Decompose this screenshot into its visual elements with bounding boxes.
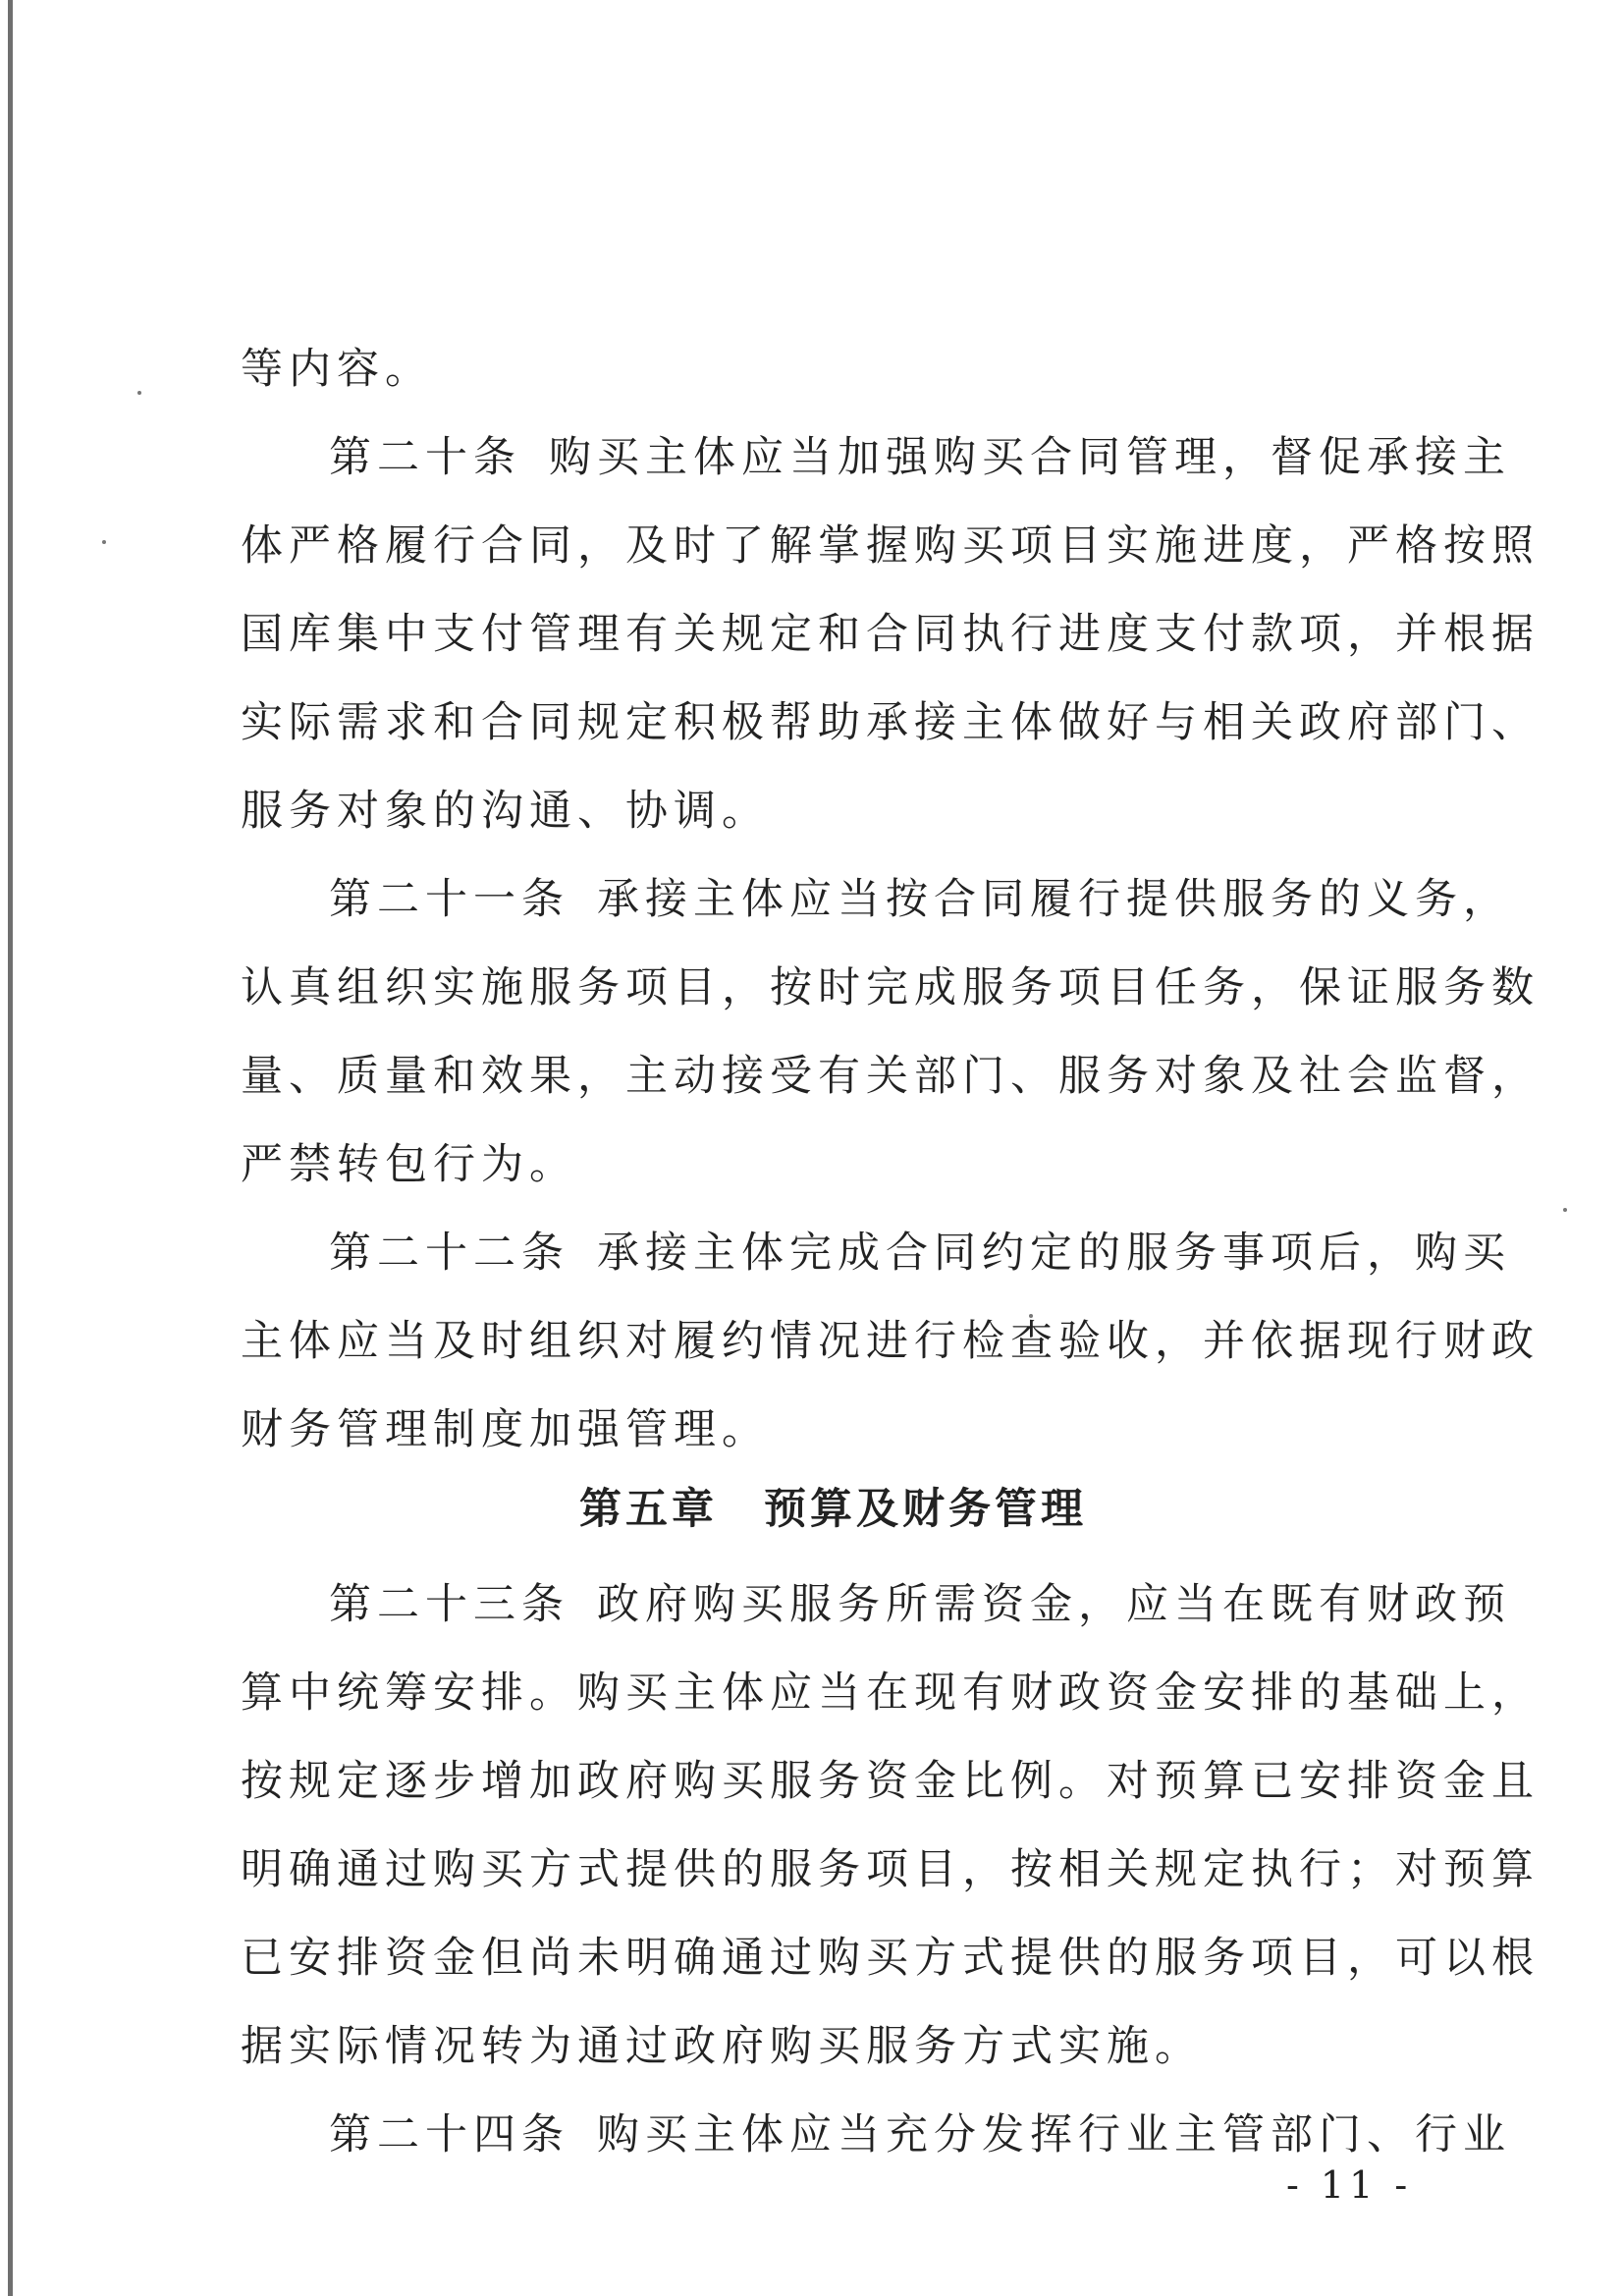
article-label: 第二十条 [329, 433, 521, 482]
article-label: 第二十二条 [329, 1229, 569, 1278]
text-line: 国库集中支付管理有关规定和合同执行进度支付款项，并根据 [241, 610, 1540, 659]
article-text: 购买主体应当加强购买合同管理，督促承接主 [549, 433, 1511, 482]
article-label: 第二十一条 [329, 875, 569, 924]
text-line: 认真组织实施服务项目，按时完成服务项目任务，保证服务数 [241, 963, 1540, 1012]
text-line: 已安排资金但尚未明确通过购买方式提供的服务项目，可以根 [241, 1934, 1540, 1983]
article-21-line [329, 867, 1511, 932]
text-line: 主体应当及时组织对履约情况进行检查验收，并依据现行财政 [241, 1317, 1540, 1366]
article-24-line [329, 2103, 1511, 2167]
scan-left-edge [8, 0, 13, 2296]
scan-speck [1563, 1208, 1567, 1212]
text-line: 据实际情况转为通过政府购买服务方式实施。 [241, 2022, 1203, 2071]
scan-speck [102, 540, 106, 544]
article-20-line [329, 425, 1511, 490]
chapter-heading: 第五章 预算及财务管理 [579, 1484, 1087, 1534]
scan-speck [137, 391, 141, 395]
text-line: 算中统筹安排。购买主体应当在现有财政资金安排的基础上， [241, 1668, 1540, 1718]
text-line: 量、质量和效果，主动接受有关部门、服务对象及社会监督， [241, 1052, 1540, 1101]
article-22-line [329, 1221, 1511, 1285]
article-23-line [329, 1572, 1511, 1637]
text-line: 等内容。 [241, 345, 433, 394]
article-label: 第二十四条 [329, 2110, 569, 2159]
article-text: 购买主体应当充分发挥行业主管部门、行业 [597, 2110, 1511, 2159]
text-line: 服务对象的沟通、协调。 [241, 787, 770, 836]
article-text: 政府购买服务所需资金，应当在既有财政预 [597, 1580, 1511, 1629]
article-label: 第二十三条 [329, 1580, 569, 1629]
text-line: 实际需求和合同规定积极帮助承接主体做好与相关政府部门、 [241, 698, 1540, 747]
text-line: 按规定逐步增加政府购买服务资金比例。对预算已安排资金且 [241, 1757, 1540, 1806]
text-line: 财务管理制度加强管理。 [241, 1405, 770, 1454]
page-number: - 11 - [1286, 2163, 1413, 2207]
text-line: 严禁转包行为。 [241, 1140, 577, 1189]
article-text: 承接主体应当按合同履行提供服务的义务， [597, 875, 1511, 924]
text-line: 体严格履行合同，及时了解掌握购买项目实施进度，严格按照 [241, 521, 1540, 571]
text-line: 明确通过购买方式提供的服务项目，按相关规定执行；对预算 [241, 1845, 1540, 1894]
article-text: 承接主体完成合同约定的服务事项后，购买 [597, 1229, 1511, 1278]
